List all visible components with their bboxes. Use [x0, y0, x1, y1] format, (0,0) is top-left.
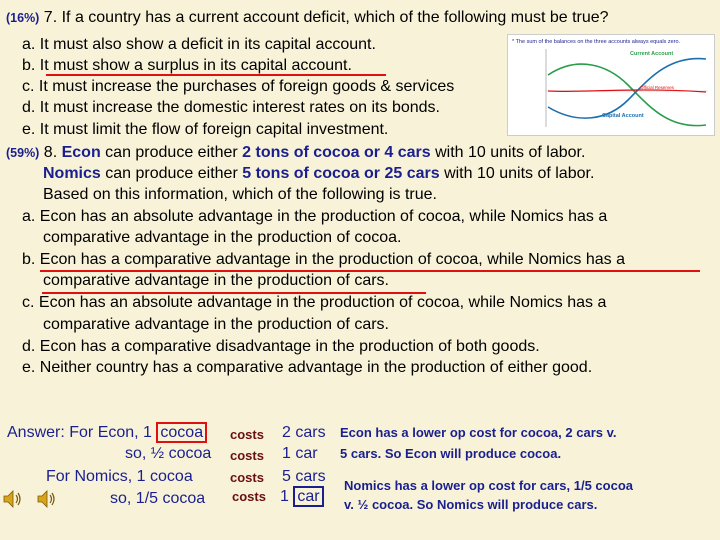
speaker-icon[interactable]: [2, 488, 24, 510]
q8-option-c-line2: comparative advantage in the production of cars.: [43, 316, 389, 333]
q7-highlight: a country has a current account deficit: [74, 9, 346, 26]
q8-option-d: d. Econ has a comparative disadvantage in the production of both goods.: [22, 338, 540, 355]
answer-row-1: Answer: For Econ, 1 cocoa: [7, 424, 207, 442]
explanation-econ-2: 5 cars. So Econ will produce cocoa.: [340, 446, 562, 461]
chart-caption: * The sum of the balances on the three accounts always equals zero.: [512, 39, 681, 45]
answer-value-1: 2 cars: [282, 424, 326, 441]
q7-stem: (16%) 7. If a country has a current account deficit, which of the following must be true?: [6, 9, 609, 26]
answer-value-4: 1 car: [280, 488, 324, 506]
q7-option-d: d. It must increase the domestic interest rates on its bonds.: [22, 99, 440, 116]
chart-svg: [508, 35, 714, 135]
q7-option-b: b. It must show a surplus in its capital account.: [22, 57, 352, 74]
q8-option-a-line1: a. Econ has an absolute advantage in the production of cocoa, while Nomics has a: [22, 208, 608, 225]
q8-econ-production: 2 tons of cocoa or 4 cars: [242, 144, 431, 161]
answer-row-3: For Nomics, 1 cocoa: [46, 468, 193, 485]
answer-value-3: 5 cars: [282, 468, 326, 485]
answer-costs-3: costs: [230, 470, 264, 485]
answer-costs-1: costs: [230, 427, 264, 442]
q8-econ: Econ: [61, 144, 101, 161]
speaker-icon[interactable]: [36, 488, 58, 510]
q7-option-a: a. It must also show a deficit in its capital account.: [22, 36, 376, 53]
answer-row-4: so, 1/5 cocoa: [110, 490, 206, 507]
q8-option-e: e. Neither country has a comparative advantage in the production of either good.: [22, 359, 593, 376]
answer-car-box: car: [293, 486, 323, 507]
explanation-econ-1: Econ has a lower op cost for cocoa, 2 cars v.: [340, 425, 617, 440]
label-official-reserves: Official Reserves: [640, 85, 674, 90]
explanation-nomics-2: v. ½ cocoa. So Nomics will produce cars.: [344, 497, 598, 512]
q8-percent: (59%): [6, 146, 40, 160]
answer-costs-2: costs: [230, 448, 264, 463]
q7-percent: (16%): [6, 11, 40, 25]
answer-value-2: 1 car: [282, 445, 318, 462]
label-capital-account: Capital Account: [602, 113, 644, 119]
q8-option-b-line2: comparative advantage in the production of cars.: [43, 272, 389, 289]
q8-option-a-line2: comparative advantage in the production of cocoa.: [43, 229, 402, 246]
q8-nomics-production: 5 tons of cocoa or 25 cars: [242, 165, 440, 182]
q8-stem-line2: Nomics can produce either 5 tons of cocoa or 25 cars with 10 units of labor.: [43, 165, 595, 182]
capital-account-line: [548, 59, 706, 119]
q8-option-b-line1: b. Econ has a comparative advantage in the production of cocoa, while Nomics has a: [22, 251, 626, 268]
q8-number: 8.: [43, 144, 58, 161]
label-current-account: Current Account: [630, 51, 674, 57]
answer-label: Answer:: [7, 424, 65, 441]
answer-costs-4: costs: [232, 489, 266, 504]
explanation-nomics-1: Nomics has a lower op cost for cars, 1/5 cocoa: [344, 478, 633, 493]
answer-row-2: so, ½ cocoa: [125, 445, 212, 462]
q7-option-e: e. It must limit the flow of foreign capital investment.: [22, 121, 389, 138]
balance-of-payments-chart: [507, 34, 715, 136]
q7-answer-underline: [46, 74, 386, 76]
q7-number: 7.: [43, 9, 58, 26]
q8-nomics: Nomics: [43, 165, 101, 182]
q8-stem-line3: Based on this information, which of the following is true.: [43, 186, 437, 203]
q8-option-c-line1: c. Econ has an absolute advantage in the production of cocoa, while Nomics has a: [22, 294, 607, 311]
answer-cocoa-box: cocoa: [156, 422, 207, 443]
q8-stem-line1: (59%) 8. Econ can produce either 2 tons of cocoa or 4 cars with 10 units of labor.: [6, 144, 586, 161]
q7-option-c: c. It must increase the purchases of foreign goods & services: [22, 78, 455, 95]
